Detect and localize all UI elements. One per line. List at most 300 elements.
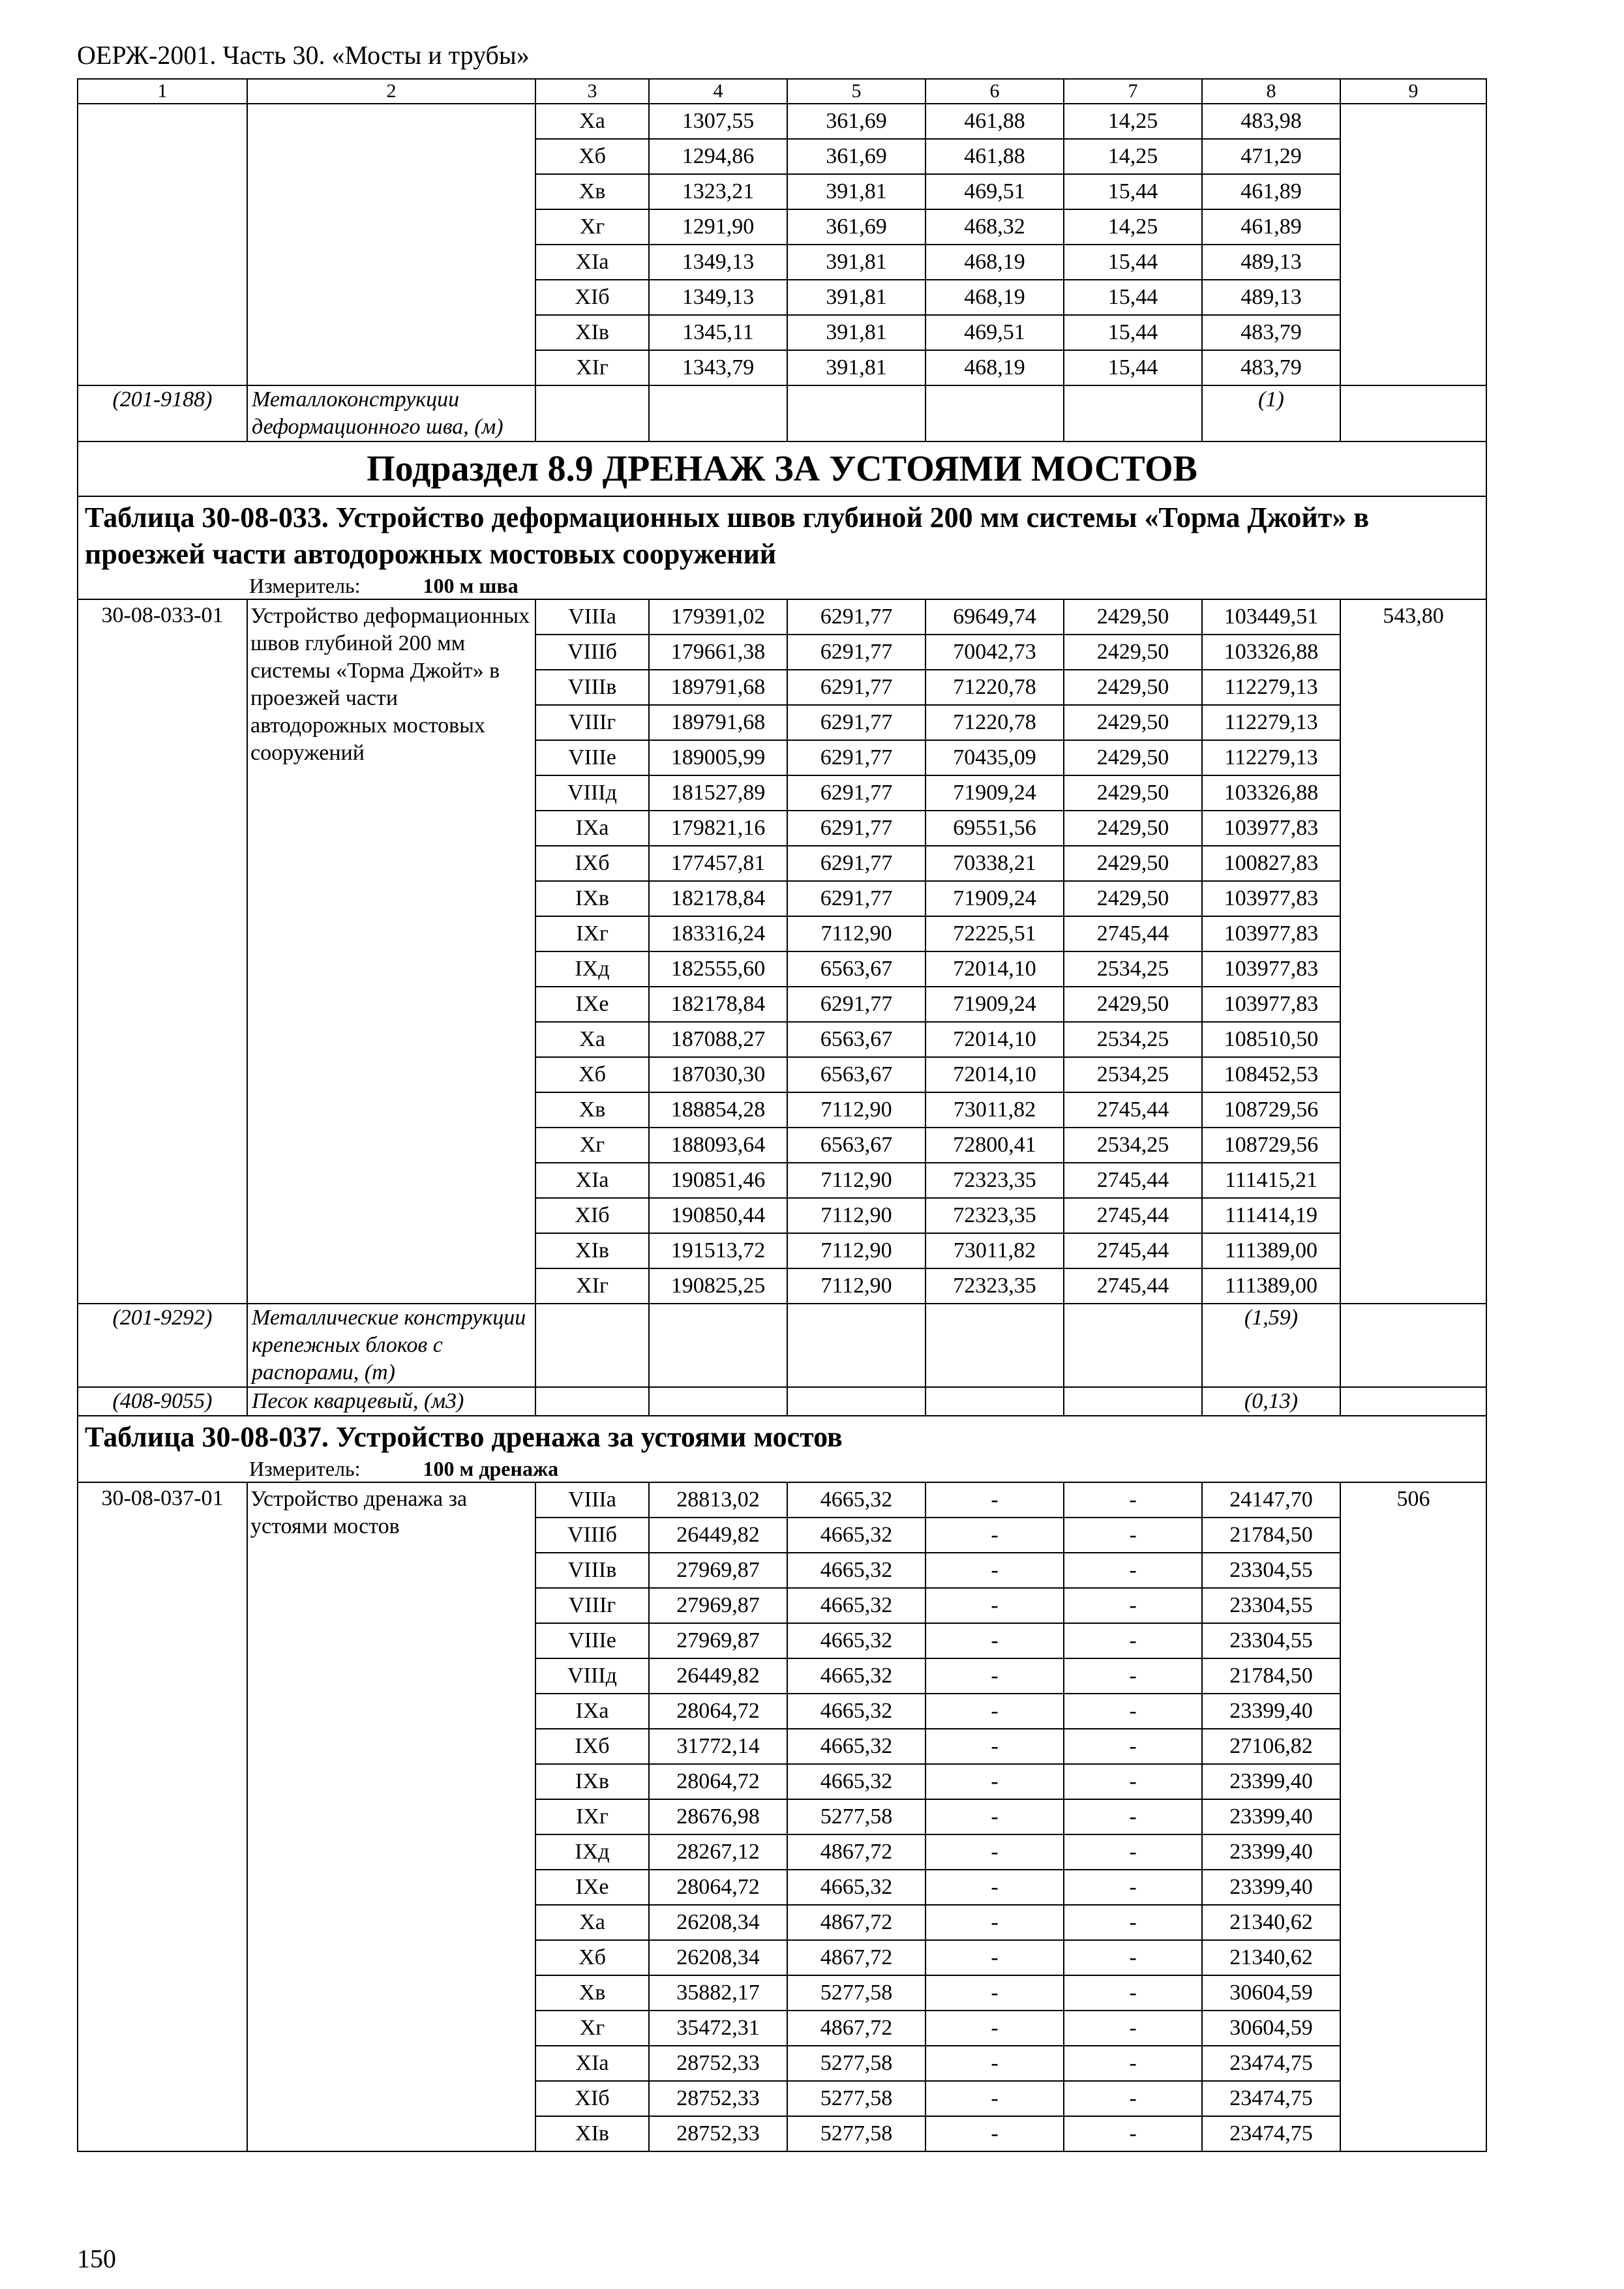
value-cell: XIв xyxy=(535,1233,649,1268)
value-cell: 108729,56 xyxy=(1202,1128,1340,1163)
empty-cell xyxy=(535,1387,649,1416)
value-cell: 7112,90 xyxy=(787,1198,925,1233)
name-cell xyxy=(247,104,535,385)
value-cell: 69649,74 xyxy=(925,599,1064,635)
value-cell: 30604,59 xyxy=(1202,1975,1340,2011)
value-cell: - xyxy=(925,2046,1064,2081)
value-cell: 26449,82 xyxy=(649,1518,787,1553)
table-row xyxy=(78,1482,1486,1518)
value-cell: Xв xyxy=(535,174,649,209)
value-cell: 30604,59 xyxy=(1202,2011,1340,2046)
value-cell: 26449,82 xyxy=(649,1658,787,1694)
empty-cell xyxy=(1064,1304,1202,1387)
value-cell: 26208,34 xyxy=(649,1905,787,1940)
value-cell: XIв xyxy=(535,315,649,350)
value-cell: 103977,83 xyxy=(1202,811,1340,846)
resource-name: Металлоконструкции деформационного шва, (м) xyxy=(247,385,535,441)
empty-cell xyxy=(787,1387,925,1416)
value-cell: 23399,40 xyxy=(1202,1870,1340,1905)
column-number: 9 xyxy=(1340,79,1486,104)
value-cell: 28267,12 xyxy=(649,1834,787,1870)
col9-cell: 543,80 xyxy=(1340,599,1486,1304)
value-cell: 35882,17 xyxy=(649,1975,787,2011)
value-cell: 2745,44 xyxy=(1064,1198,1202,1233)
value-cell: XIб xyxy=(535,280,649,315)
empty-cell xyxy=(1064,1387,1202,1416)
empty-cell xyxy=(787,1304,925,1387)
value-cell: 1345,11 xyxy=(649,315,787,350)
value-cell: VIIIд xyxy=(535,775,649,811)
value-cell: 2429,50 xyxy=(1064,987,1202,1022)
value-cell: 4665,32 xyxy=(787,1729,925,1764)
measure-label: Измеритель: xyxy=(249,1457,361,1480)
value-cell: - xyxy=(925,1694,1064,1729)
value-cell: 14,25 xyxy=(1064,209,1202,245)
value-cell: Xб xyxy=(535,1057,649,1092)
resource-qty: (1,59) xyxy=(1202,1304,1340,1387)
value-cell: 70042,73 xyxy=(925,635,1064,670)
value-cell: 2534,25 xyxy=(1064,1057,1202,1092)
value-cell: 1291,90 xyxy=(649,209,787,245)
value-cell: IXг xyxy=(535,1799,649,1834)
value-cell: - xyxy=(1064,1553,1202,1588)
value-cell: 4867,72 xyxy=(787,1905,925,1940)
empty-cell xyxy=(535,385,649,441)
value-cell: 103326,88 xyxy=(1202,775,1340,811)
value-cell: XIб xyxy=(535,2081,649,2116)
measure-row xyxy=(78,573,1486,599)
resource-row xyxy=(78,1387,1486,1416)
measure-value: 100 м шва xyxy=(423,574,519,597)
value-cell: VIIIд xyxy=(535,1658,649,1694)
name-cell: Устройство деформационных швов глубиной 200 мм системы «Торма Джойт» в проезжей части автодорожных мостовых сооружений xyxy=(247,599,535,1304)
value-cell: 2429,50 xyxy=(1064,705,1202,740)
empty-cell xyxy=(649,385,787,441)
value-cell: 5277,58 xyxy=(787,2116,925,2151)
value-cell: 391,81 xyxy=(787,315,925,350)
value-cell: 112279,13 xyxy=(1202,670,1340,705)
value-cell: Xa xyxy=(535,104,649,139)
value-cell: - xyxy=(925,1975,1064,2011)
value-cell: 2534,25 xyxy=(1064,951,1202,987)
value-cell: - xyxy=(1064,1729,1202,1764)
measure xyxy=(78,1456,1486,1482)
value-cell: IXe xyxy=(535,987,649,1022)
value-cell: - xyxy=(1064,1694,1202,1729)
value-cell: - xyxy=(1064,1623,1202,1658)
table-title-row xyxy=(78,496,1486,573)
value-cell: 23304,55 xyxy=(1202,1623,1340,1658)
value-cell: 69551,56 xyxy=(925,811,1064,846)
value-cell: 2429,50 xyxy=(1064,670,1202,705)
value-cell: - xyxy=(925,2116,1064,2151)
value-cell: VIIIг xyxy=(535,705,649,740)
value-cell: 15,44 xyxy=(1064,280,1202,315)
value-cell: 4665,32 xyxy=(787,1870,925,1905)
value-cell: 5277,58 xyxy=(787,2081,925,2116)
column-number-row xyxy=(78,79,1486,104)
value-cell: Xг xyxy=(535,1128,649,1163)
value-cell: - xyxy=(925,1729,1064,1764)
value-cell: XIв xyxy=(535,2116,649,2151)
value-cell: 23474,75 xyxy=(1202,2116,1340,2151)
value-cell: - xyxy=(925,1870,1064,1905)
value-cell: Xб xyxy=(535,139,649,174)
table-title: Таблица 30-08-037. Устройство дренажа за устоями мостов xyxy=(78,1416,1486,1456)
value-cell: 6291,77 xyxy=(787,670,925,705)
value-cell: 4665,32 xyxy=(787,1658,925,1694)
value-cell: 6291,77 xyxy=(787,987,925,1022)
value-cell: 2429,50 xyxy=(1064,775,1202,811)
table-row xyxy=(78,599,1486,635)
value-cell: - xyxy=(925,2081,1064,2116)
value-cell: VIIIв xyxy=(535,1553,649,1588)
value-cell: 15,44 xyxy=(1064,245,1202,280)
value-cell: Xг xyxy=(535,209,649,245)
value-cell: - xyxy=(1064,1482,1202,1518)
value-cell: 2745,44 xyxy=(1064,916,1202,951)
value-cell: 461,88 xyxy=(925,104,1064,139)
value-cell: 461,89 xyxy=(1202,209,1340,245)
empty-cell xyxy=(1340,1304,1486,1387)
value-cell: 461,88 xyxy=(925,139,1064,174)
value-cell: 72014,10 xyxy=(925,951,1064,987)
value-cell: - xyxy=(1064,2046,1202,2081)
value-cell: 2745,44 xyxy=(1064,1233,1202,1268)
value-cell: 71909,24 xyxy=(925,775,1064,811)
value-cell: 111389,00 xyxy=(1202,1268,1340,1304)
measure-value: 100 м дренажа xyxy=(423,1457,559,1480)
value-cell: 6291,77 xyxy=(787,740,925,775)
value-cell: 2534,25 xyxy=(1064,1128,1202,1163)
measure xyxy=(78,573,1486,599)
value-cell: - xyxy=(925,1940,1064,1975)
value-cell: 21340,62 xyxy=(1202,1940,1340,1975)
value-cell: 7112,90 xyxy=(787,1092,925,1128)
value-cell: XIa xyxy=(535,2046,649,2081)
value-cell: - xyxy=(1064,2011,1202,2046)
price-table xyxy=(77,78,1487,2152)
value-cell: Xв xyxy=(535,1092,649,1128)
value-cell: 177457,81 xyxy=(649,846,787,881)
column-number: 5 xyxy=(787,79,925,104)
name-cell: Устройство дренажа за устоями мостов xyxy=(247,1482,535,2151)
value-cell: 21784,50 xyxy=(1202,1518,1340,1553)
value-cell: 188093,64 xyxy=(649,1128,787,1163)
value-cell: 182178,84 xyxy=(649,987,787,1022)
value-cell: 72323,35 xyxy=(925,1198,1064,1233)
value-cell: 4665,32 xyxy=(787,1764,925,1799)
value-cell: 179661,38 xyxy=(649,635,787,670)
value-cell: 2429,50 xyxy=(1064,881,1202,916)
value-cell: 361,69 xyxy=(787,139,925,174)
value-cell: 23399,40 xyxy=(1202,1834,1340,1870)
value-cell: 1349,13 xyxy=(649,245,787,280)
value-cell: 5277,58 xyxy=(787,2046,925,2081)
value-cell: IXд xyxy=(535,951,649,987)
value-cell: 111415,21 xyxy=(1202,1163,1340,1198)
value-cell: 468,19 xyxy=(925,280,1064,315)
value-cell: 70338,21 xyxy=(925,846,1064,881)
value-cell: - xyxy=(1064,2081,1202,2116)
value-cell: 391,81 xyxy=(787,245,925,280)
column-number: 7 xyxy=(1064,79,1202,104)
value-cell: 189005,99 xyxy=(649,740,787,775)
value-cell: - xyxy=(925,1834,1064,1870)
value-cell: 468,32 xyxy=(925,209,1064,245)
value-cell: 188854,28 xyxy=(649,1092,787,1128)
value-cell: 112279,13 xyxy=(1202,705,1340,740)
resource-code: (201-9292) xyxy=(78,1304,247,1387)
value-cell: 361,69 xyxy=(787,104,925,139)
value-cell: 183316,24 xyxy=(649,916,787,951)
value-cell: 4665,32 xyxy=(787,1518,925,1553)
value-cell: 2429,50 xyxy=(1064,846,1202,881)
value-cell: 4665,32 xyxy=(787,1482,925,1518)
code-cell xyxy=(78,104,247,385)
value-cell: 6291,77 xyxy=(787,881,925,916)
value-cell: 2745,44 xyxy=(1064,1163,1202,1198)
value-cell: 23399,40 xyxy=(1202,1799,1340,1834)
empty-cell xyxy=(1064,385,1202,441)
value-cell: 2745,44 xyxy=(1064,1268,1202,1304)
table-title: Таблица 30-08-033. Устройство деформационных швов глубиной 200 мм системы «Торма Джойт» в проезжей части автодорожных мостовых сооружений xyxy=(78,496,1486,573)
value-cell: VIIIe xyxy=(535,740,649,775)
value-cell: 468,19 xyxy=(925,245,1064,280)
value-cell: 1294,86 xyxy=(649,139,787,174)
value-cell: 2745,44 xyxy=(1064,1092,1202,1128)
value-cell: Xa xyxy=(535,1905,649,1940)
value-cell: - xyxy=(925,1482,1064,1518)
value-cell: VIIIб xyxy=(535,635,649,670)
value-cell: 469,51 xyxy=(925,174,1064,209)
empty-cell xyxy=(1340,1387,1486,1416)
column-number: 6 xyxy=(925,79,1064,104)
resource-qty: (1) xyxy=(1202,385,1340,441)
value-cell: 5277,58 xyxy=(787,1975,925,2011)
value-cell: 190850,44 xyxy=(649,1198,787,1233)
value-cell: 103326,88 xyxy=(1202,635,1340,670)
running-header: ОЕРЖ-2001. Часть 30. «Мосты и трубы» xyxy=(77,40,530,70)
value-cell: VIIIв xyxy=(535,670,649,705)
empty-cell xyxy=(925,1304,1064,1387)
value-cell: VIIIб xyxy=(535,1518,649,1553)
value-cell: IXв xyxy=(535,1764,649,1799)
value-cell: - xyxy=(1064,1764,1202,1799)
value-cell: 73011,82 xyxy=(925,1092,1064,1128)
value-cell: - xyxy=(925,1658,1064,1694)
value-cell: Xв xyxy=(535,1975,649,2011)
value-cell: 72323,35 xyxy=(925,1163,1064,1198)
value-cell: 187088,27 xyxy=(649,1022,787,1057)
value-cell: XIб xyxy=(535,1198,649,1233)
value-cell: Xa xyxy=(535,1022,649,1057)
value-cell: 27969,87 xyxy=(649,1623,787,1658)
value-cell: 35472,31 xyxy=(649,2011,787,2046)
value-cell: VIIIe xyxy=(535,1623,649,1658)
resource-code: (408-9055) xyxy=(78,1387,247,1416)
value-cell: 72225,51 xyxy=(925,916,1064,951)
value-cell: 489,13 xyxy=(1202,245,1340,280)
value-cell: Xб xyxy=(535,1940,649,1975)
empty-cell xyxy=(787,385,925,441)
value-cell: 4867,72 xyxy=(787,1834,925,1870)
column-number: 4 xyxy=(649,79,787,104)
value-cell: - xyxy=(1064,1658,1202,1694)
value-cell: 182178,84 xyxy=(649,881,787,916)
column-number: 3 xyxy=(535,79,649,104)
empty-cell xyxy=(649,1387,787,1416)
value-cell: 28752,33 xyxy=(649,2116,787,2151)
value-cell: - xyxy=(925,1623,1064,1658)
value-cell: IXe xyxy=(535,1870,649,1905)
empty-cell xyxy=(925,385,1064,441)
resource-row xyxy=(78,385,1486,441)
value-cell: 1307,55 xyxy=(649,104,787,139)
value-cell: XIг xyxy=(535,350,649,385)
value-cell: - xyxy=(1064,1588,1202,1623)
value-cell: 7112,90 xyxy=(787,916,925,951)
value-cell: 28676,98 xyxy=(649,1799,787,1834)
value-cell: 31772,14 xyxy=(649,1729,787,1764)
column-number: 1 xyxy=(78,79,247,104)
value-cell: IXa xyxy=(535,1694,649,1729)
value-cell: IXв xyxy=(535,881,649,916)
value-cell: 72014,10 xyxy=(925,1057,1064,1092)
value-cell: 100827,83 xyxy=(1202,846,1340,881)
value-cell: 72800,41 xyxy=(925,1128,1064,1163)
value-cell: 2429,50 xyxy=(1064,635,1202,670)
value-cell: 1349,13 xyxy=(649,280,787,315)
value-cell: 15,44 xyxy=(1064,350,1202,385)
empty-cell xyxy=(535,1304,649,1387)
resource-name: Металлические конструкции крепежных блоков с распорами, (т) xyxy=(247,1304,535,1387)
value-cell: 15,44 xyxy=(1064,174,1202,209)
value-cell: 6563,67 xyxy=(787,1022,925,1057)
value-cell: - xyxy=(1064,2116,1202,2151)
value-cell: 103449,51 xyxy=(1202,599,1340,635)
value-cell: XIг xyxy=(535,1268,649,1304)
value-cell: 103977,83 xyxy=(1202,987,1340,1022)
table-title-row xyxy=(78,1416,1486,1456)
value-cell: 189791,68 xyxy=(649,705,787,740)
value-cell: 187030,30 xyxy=(649,1057,787,1092)
value-cell: 5277,58 xyxy=(787,1799,925,1834)
col9-cell: 506 xyxy=(1340,1482,1486,2151)
value-cell: 7112,90 xyxy=(787,1268,925,1304)
value-cell: 391,81 xyxy=(787,280,925,315)
section-title: Подраздел 8.9 ДРЕНАЖ ЗА УСТОЯМИ МОСТОВ xyxy=(78,441,1486,496)
value-cell: VIIIa xyxy=(535,1482,649,1518)
page-number: 150 xyxy=(77,2244,116,2273)
value-cell: 111414,19 xyxy=(1202,1198,1340,1233)
value-cell: 179391,02 xyxy=(649,599,787,635)
value-cell: 14,25 xyxy=(1064,104,1202,139)
value-cell: 7112,90 xyxy=(787,1163,925,1198)
value-cell: 1343,79 xyxy=(649,350,787,385)
value-cell: 28752,33 xyxy=(649,2046,787,2081)
value-cell: - xyxy=(1064,1870,1202,1905)
section-title-row xyxy=(78,441,1486,496)
value-cell: 28752,33 xyxy=(649,2081,787,2116)
value-cell: 190851,46 xyxy=(649,1163,787,1198)
value-cell: 21784,50 xyxy=(1202,1658,1340,1694)
value-cell: XIa xyxy=(535,1163,649,1198)
column-number: 8 xyxy=(1202,79,1340,104)
value-cell: 4665,32 xyxy=(787,1588,925,1623)
value-cell: 6291,77 xyxy=(787,599,925,635)
value-cell: 461,89 xyxy=(1202,174,1340,209)
value-cell: 71909,24 xyxy=(925,987,1064,1022)
value-cell: - xyxy=(1064,1834,1202,1870)
value-cell: 179821,16 xyxy=(649,811,787,846)
value-cell: 28064,72 xyxy=(649,1694,787,1729)
value-cell: 391,81 xyxy=(787,174,925,209)
value-cell: 23304,55 xyxy=(1202,1588,1340,1623)
value-cell: 471,29 xyxy=(1202,139,1340,174)
value-cell: IXд xyxy=(535,1834,649,1870)
value-cell: 103977,83 xyxy=(1202,916,1340,951)
value-cell: 391,81 xyxy=(787,350,925,385)
value-cell: - xyxy=(1064,1940,1202,1975)
value-cell: 6291,77 xyxy=(787,635,925,670)
value-cell: - xyxy=(925,1518,1064,1553)
value-cell: 112279,13 xyxy=(1202,740,1340,775)
value-cell: 2534,25 xyxy=(1064,1022,1202,1057)
value-cell: IXг xyxy=(535,916,649,951)
value-cell: 70435,09 xyxy=(925,740,1064,775)
value-cell: 469,51 xyxy=(925,315,1064,350)
value-cell: 23474,75 xyxy=(1202,2046,1340,2081)
value-cell: 6563,67 xyxy=(787,1057,925,1092)
value-cell: - xyxy=(1064,1975,1202,2011)
value-cell: 27969,87 xyxy=(649,1588,787,1623)
value-cell: 24147,70 xyxy=(1202,1482,1340,1518)
value-cell: 6291,77 xyxy=(787,811,925,846)
value-cell: 191513,72 xyxy=(649,1233,787,1268)
value-cell: - xyxy=(1064,1518,1202,1553)
value-cell: 21340,62 xyxy=(1202,1905,1340,1940)
value-cell: 23399,40 xyxy=(1202,1764,1340,1799)
value-cell: 483,79 xyxy=(1202,350,1340,385)
value-cell: 108510,50 xyxy=(1202,1022,1340,1057)
value-cell: - xyxy=(1064,1799,1202,1834)
value-cell: 23474,75 xyxy=(1202,2081,1340,2116)
value-cell: 181527,89 xyxy=(649,775,787,811)
value-cell: - xyxy=(925,2011,1064,2046)
value-cell: - xyxy=(925,1553,1064,1588)
value-cell: 26208,34 xyxy=(649,1940,787,1975)
measure-label: Измеритель: xyxy=(249,574,361,597)
value-cell: 4867,72 xyxy=(787,2011,925,2046)
value-cell: 72323,35 xyxy=(925,1268,1064,1304)
value-cell: 71220,78 xyxy=(925,705,1064,740)
value-cell: 27106,82 xyxy=(1202,1729,1340,1764)
resource-row xyxy=(78,1304,1486,1387)
value-cell: 111389,00 xyxy=(1202,1233,1340,1268)
resource-qty: (0,13) xyxy=(1202,1387,1340,1416)
value-cell: - xyxy=(925,1588,1064,1623)
value-cell: 182555,60 xyxy=(649,951,787,987)
value-cell: - xyxy=(925,1799,1064,1834)
value-cell: 2429,50 xyxy=(1064,740,1202,775)
col9-cell xyxy=(1340,104,1486,385)
value-cell: 2429,50 xyxy=(1064,599,1202,635)
empty-cell xyxy=(649,1304,787,1387)
value-cell: 28064,72 xyxy=(649,1870,787,1905)
value-cell: 468,19 xyxy=(925,350,1064,385)
value-cell: - xyxy=(925,1764,1064,1799)
